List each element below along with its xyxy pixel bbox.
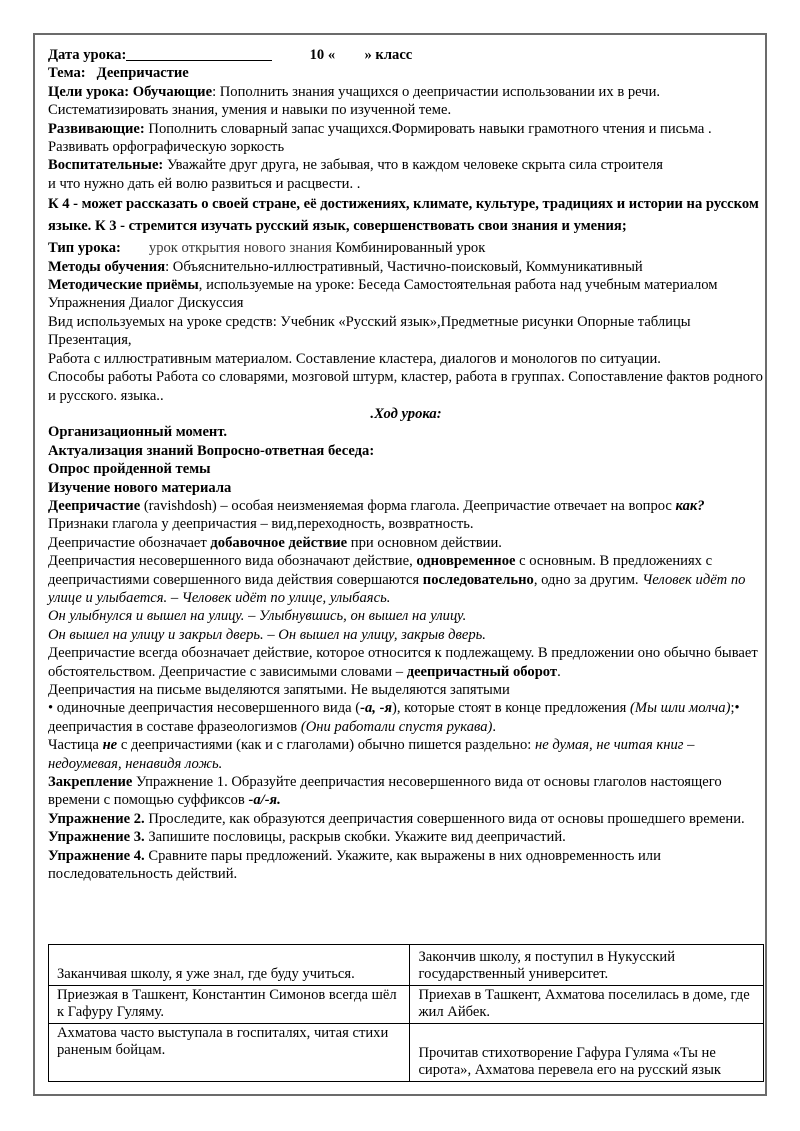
course-title: .Ход урока: (370, 405, 442, 422)
exceptions-text-2: ), которые стоят в конце предложения (391, 700, 631, 717)
particle-ne: не (102, 737, 118, 754)
lesson-plan (48, 46, 764, 883)
methods-text: : Объяснительно-иллюстративный, Частично-поисковый, Коммуникативный (165, 258, 643, 275)
aspect-bold-sequential: последовательно (422, 571, 534, 588)
comparison-table (48, 944, 764, 1082)
educational-text: Уважайте друг друга, не забывая, что в каждом человеке скрыта сила строителя и что нужно дать ей волю развиться и расцвести. . (48, 157, 663, 192)
stage-survey: Опрос пройденной темы (48, 461, 211, 478)
exercise-4-text: Сравните пары предложений. Укажите, как выражены в них одновременность или последовательность действий. (48, 847, 661, 883)
date-label: Дата урока: (48, 47, 127, 63)
developing-text: Пополнить словарный запас учащихся.Формировать навыки грамотного чтения и письма . Развивать орфографическую зоркость (48, 120, 712, 156)
techniques-paragraph (48, 276, 764, 313)
exercise-4-label: Упражнение 4. (48, 847, 145, 864)
table-cell: Прочитав стихотворение Гафура Гуляма «Ты не сирота», Ахматова перевела его на русский язык (410, 1024, 764, 1082)
theory-aspect (48, 552, 764, 607)
lesson-type-gray: урок открытия нового знания (148, 240, 332, 257)
exercise-2-text: Проследите, как образуются деепричастия совершенного вида от основы прошедшего времени. (144, 810, 745, 827)
exercise-1-label: Закрепление (48, 774, 133, 791)
exceptions-text-3: ;• деепричастия в составе фразеологизмов (48, 700, 740, 735)
subject-text: Деепричастие всегда обозначает действие, которое относится к подлежащему. В предложении оно обычно бывает обстоятельством. Деепричастие с зависимыми словами – (48, 645, 758, 680)
aspect-bold-simultaneous: одновременное (416, 553, 516, 570)
term-deeprichastie: Деепричастие (48, 497, 141, 514)
aspect-text-2: с основным. В предложениях с деепричастиями совершенного вида действия совершаются (48, 553, 713, 588)
exceptions-text: • одиночные деепричастия несовершенного вида ( (48, 700, 361, 717)
educational-paragraph (48, 156, 764, 193)
date-line (48, 46, 764, 64)
exceptions-example-2: (Они работали спустя рукава) (300, 718, 493, 735)
table-cell: Заканчивая школу, я уже знал, где буду учиться. (49, 945, 410, 986)
exercise-3-label: Упражнение 3. (48, 829, 145, 846)
lesson-type-label: Тип урока: (48, 240, 121, 257)
particle-text: Частица (48, 737, 103, 754)
additional-text-2: при основном действии. (347, 534, 502, 551)
techniques-label: Методические приёмы (48, 277, 199, 294)
topic-label: Тема: (48, 65, 86, 82)
example-2: Он вышел на улицу и закрыл дверь. – Он вышел на улицу, закрыв дверь. (48, 626, 486, 643)
theory-additional-action (48, 534, 764, 552)
lesson-type-text: Комбинированный урок (331, 240, 486, 257)
definition-text: (ravishdosh) – особая неизменяемая форма глагола. Деепричастие отвечает на вопрос (140, 497, 676, 514)
stage-org: Организационный момент. (48, 424, 228, 441)
methods-label: Методы обучения (48, 258, 166, 275)
exceptions-example: (Мы шли молча) (630, 700, 731, 717)
theory-particle (48, 736, 764, 773)
k-statement: К 4 - может рассказать о своей стране, её достижениях, климате, культуре, традициях и истории на русском языке. К 3 - стремится изучать русский язык, совершенствовать свои знания и умения; (48, 196, 759, 235)
grade-prefix: 10 « (309, 47, 336, 63)
theory-definition (48, 497, 764, 534)
goals-label: Цели урока: Обучающие (48, 83, 213, 100)
exercise-2 (48, 810, 764, 828)
developing-paragraph (48, 120, 764, 157)
example-1: Он улыбнулся и вышел на улицу. – Улыбнувшись, он вышел на улицу. (48, 608, 467, 625)
methods-line (48, 258, 764, 276)
subject-text-2: . (557, 663, 561, 680)
table-cell: Закончив школу, я поступил в Нукусский государственный университет. (410, 945, 764, 986)
goals-text: : Пополнить знания учащихся о деепричастии использовании их в речи. Систематизировать знания, умения и навыки по изученной теме. (48, 83, 661, 119)
illustrative-paragraph: Работа с иллюстративным материалом. Составление кластера, диалогов и монологов по ситуации. (48, 350, 661, 367)
work-methods-paragraph: Способы работы Работа со словарями, мозговой штурм, кластер, работа в группах. Сопоставление фактов родного и русского. языка.. (48, 369, 763, 404)
techniques-text: , используемые на уроке: Беседа Самостоятельная работа над учебным материалом Упражнения Диалог Дискуссия (48, 277, 718, 312)
additional-bold: добавочное действие (210, 534, 348, 551)
exercise-1 (48, 773, 764, 810)
stage-actualization: Актуализация знаний Вопросно-ответная беседа: (48, 442, 375, 459)
lesson-type-line (48, 239, 764, 257)
date-blank (126, 46, 272, 61)
additional-text: Деепричастие обозначает (48, 534, 211, 551)
grade-suffix: » класс (364, 47, 413, 63)
aspect-example: Человек идёт по улице и улыбается. – Человек идёт по улице, улыбаясь. (48, 571, 746, 606)
subject-bold: деепричастный оборот (406, 663, 558, 680)
theory-exceptions (48, 699, 764, 736)
stage-new-material: Изучение нового материала (48, 479, 232, 496)
definition-text-2: Признаки глагола у деепричастия – вид,переходность, возвратность. (48, 516, 474, 533)
table-cell: Приезжая в Ташкент, Константин Симонов всегда шёл к Гафуру Гуляму. (49, 986, 410, 1024)
table-cell: Ахматова часто выступала в госпиталях, читая стихи раненым бойцам. (49, 1024, 410, 1082)
exercise-4 (48, 847, 764, 884)
exercise-1-text: Упражнение 1. Образуйте деепричастия несовершенного вида от основы глаголов настоящего времени с помощью суффиксов (48, 774, 722, 809)
table-row (49, 1024, 764, 1082)
exceptions-text-4: . (492, 718, 497, 735)
question-kak: как? (675, 497, 705, 514)
exercise-3-text: Запишите пословицы, раскрыв скобки. Укажите вид деепричастий. (144, 829, 566, 846)
exercise-3 (48, 828, 764, 846)
table-row (49, 945, 764, 986)
theory-subject (48, 644, 764, 681)
means-paragraph: Вид используемых на уроке средств: Учебник «Русский язык»,Предметные рисунки Опорные таблицы Презентация, (48, 313, 691, 349)
topic-value: Деепричастие (96, 65, 189, 82)
exercise-1-suffix: -а/-я. (248, 792, 281, 809)
theory-commas: Деепричастия на письме выделяются запятыми. Не выделяются запятыми (48, 682, 510, 698)
particle-text-2: с деепричастиями (как и с глаголами) обычно пишется раздельно: (117, 737, 535, 754)
aspect-text: Деепричастия несовершенного вида обозначают действие, (48, 553, 417, 570)
particle-example: не думая, не читая книг – недоумевая, ненавидя ложь. (48, 737, 695, 772)
topic-line (48, 64, 764, 82)
developing-label: Развивающие: (48, 120, 145, 137)
table-row (49, 986, 764, 1024)
aspect-text-3: , одно за другим. (533, 571, 643, 588)
exercise-2-label: Упражнение 2. (48, 810, 145, 827)
educational-label: Воспитательные: (48, 157, 164, 174)
exceptions-suffix: -а, -я (360, 700, 392, 717)
goals-paragraph (48, 83, 764, 120)
table-cell: Приехав в Ташкент, Ахматова поселилась в доме, где жил Айбек. (410, 986, 764, 1024)
